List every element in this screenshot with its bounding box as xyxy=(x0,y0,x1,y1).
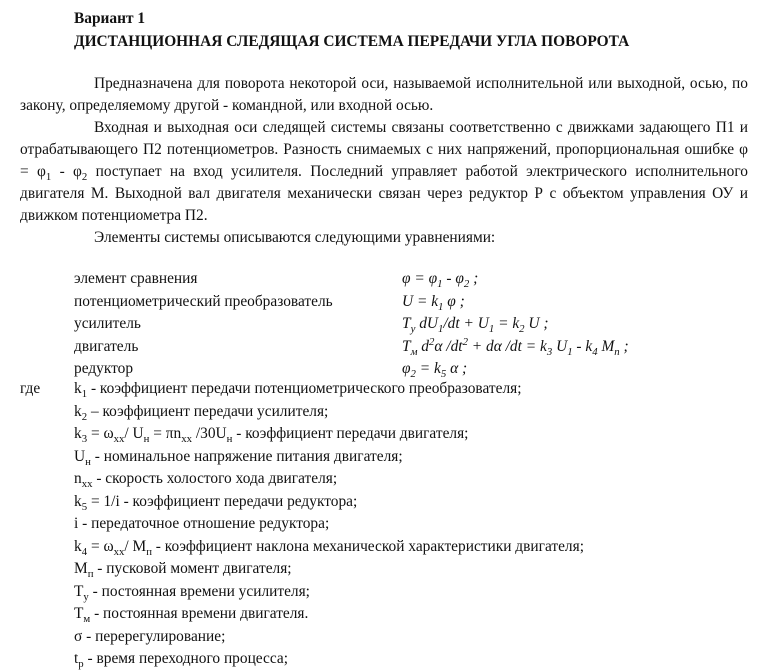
body-text xyxy=(20,73,748,249)
equation-formula: $T_м$ $d^2\alpha$ $/dt^2 + d\alpha$ $/dt = k_3$ $U_1 - k_4$ $M_п$ ; xyxy=(402,335,629,358)
paragraph-description-rich: Входная и выходная оси следящей системы связаны соответственно с движками задающего П1 и отрабатывающего П2 потенциометров. Разность снимаемых с них напряжений, пропорциональная ошибке $\varphi = \varphi_1 - \varphi_2$ поступает на вход усилителя. Последний управляет работой электрического исполнительного двигателя М. Выходной вал двигателя механически связан через редуктор Р с объектом управления ОУ и движком потенциометра П2. xyxy=(20,119,748,224)
equation-formula: $\varphi = \varphi_1 - \varphi_2$ ; xyxy=(402,270,479,291)
definition-text: i - передаточное отношение редуктора; xyxy=(74,515,330,532)
equation-row xyxy=(0,313,758,336)
definition-item xyxy=(0,648,758,671)
definition-text: $k_5 = 1/i$ - коэффициент передачи редуктора; xyxy=(74,492,358,513)
definition-text: $M_п$ - пусковой момент двигателя; xyxy=(74,560,292,581)
paragraph-purpose: Предназначена для поворота некоторой оси, называемой исполнительной или выходной, осью, по закону, определяемому другой - командной, или входной осью. xyxy=(20,75,748,114)
definition-item xyxy=(0,581,758,604)
definition-item xyxy=(0,401,758,424)
equation-name: редуктор xyxy=(74,360,134,377)
definition-text: $n_{xx}$ - скорость холостого хода двигателя; xyxy=(74,470,338,491)
definitions-list xyxy=(0,378,758,671)
definition-item xyxy=(0,446,758,469)
equation-formula: $\varphi_2 = k_5$ α ; xyxy=(402,360,468,381)
definition-text: $t_р$ - время переходного процесса; xyxy=(74,650,288,671)
equation-name: двигатель xyxy=(74,337,139,355)
variant-heading: Вариант 1 xyxy=(74,10,146,27)
equation-row xyxy=(0,336,758,359)
definition-item xyxy=(0,468,758,491)
definition-item xyxy=(0,558,758,581)
definition-item xyxy=(0,536,758,559)
equation-row xyxy=(0,268,758,291)
definitions-label: где xyxy=(20,380,41,397)
definition-item xyxy=(0,626,758,649)
equation-name: потенциометрический преобразователь xyxy=(74,292,333,310)
definition-text: $T_у$ - постоянная времени усилителя; xyxy=(74,582,310,603)
paragraph-equations-intro: Элементы системы описываются следующими уравнениями: xyxy=(94,229,496,246)
definition-text: $k_4 = \omega_{xx}/$ $M_п$ - коэффициент наклона механической характеристики двигателя; xyxy=(74,537,584,558)
equation-formula: $T_у$ $dU_1/dt + U_1 = k_2$ U ; xyxy=(402,315,549,336)
definition-item xyxy=(0,423,758,446)
equation-name: усилитель xyxy=(74,315,141,332)
definition-text: $T_м$ - постоянная времени двигателя. xyxy=(74,605,309,626)
definition-text: $k_1$ - коэффициент передачи потенциометрического преобразователя; xyxy=(74,380,522,401)
definition-item xyxy=(0,513,758,536)
definition-text: $U_н$ - номинальное напряжение питания двигателя; xyxy=(74,447,403,468)
equation-name: элемент сравнения xyxy=(74,270,198,287)
paragraph-description xyxy=(20,117,748,227)
definition-text: $k_2$ – коэффициент передачи усилителя; xyxy=(74,402,329,423)
equation-row xyxy=(0,291,758,314)
equation-formula: $U = k_1$ φ ; xyxy=(402,292,465,313)
equations-list xyxy=(0,268,758,381)
definition-text: σ - перерегулирование; xyxy=(74,627,226,645)
definition-item xyxy=(0,603,758,626)
document-title: ДИСТАНЦИОННАЯ СЛЕДЯЩАЯ СИСТЕМА ПЕРЕДАЧИ УГЛА ПОВОРОТА xyxy=(74,33,630,50)
definition-item xyxy=(0,378,758,401)
definition-item xyxy=(0,491,758,514)
definition-text: $k_3 = \omega_{xx}/$ $U_н = \pi n_{xx}$ $/30U_н$ - коэффициент передачи двигателя; xyxy=(74,425,469,446)
